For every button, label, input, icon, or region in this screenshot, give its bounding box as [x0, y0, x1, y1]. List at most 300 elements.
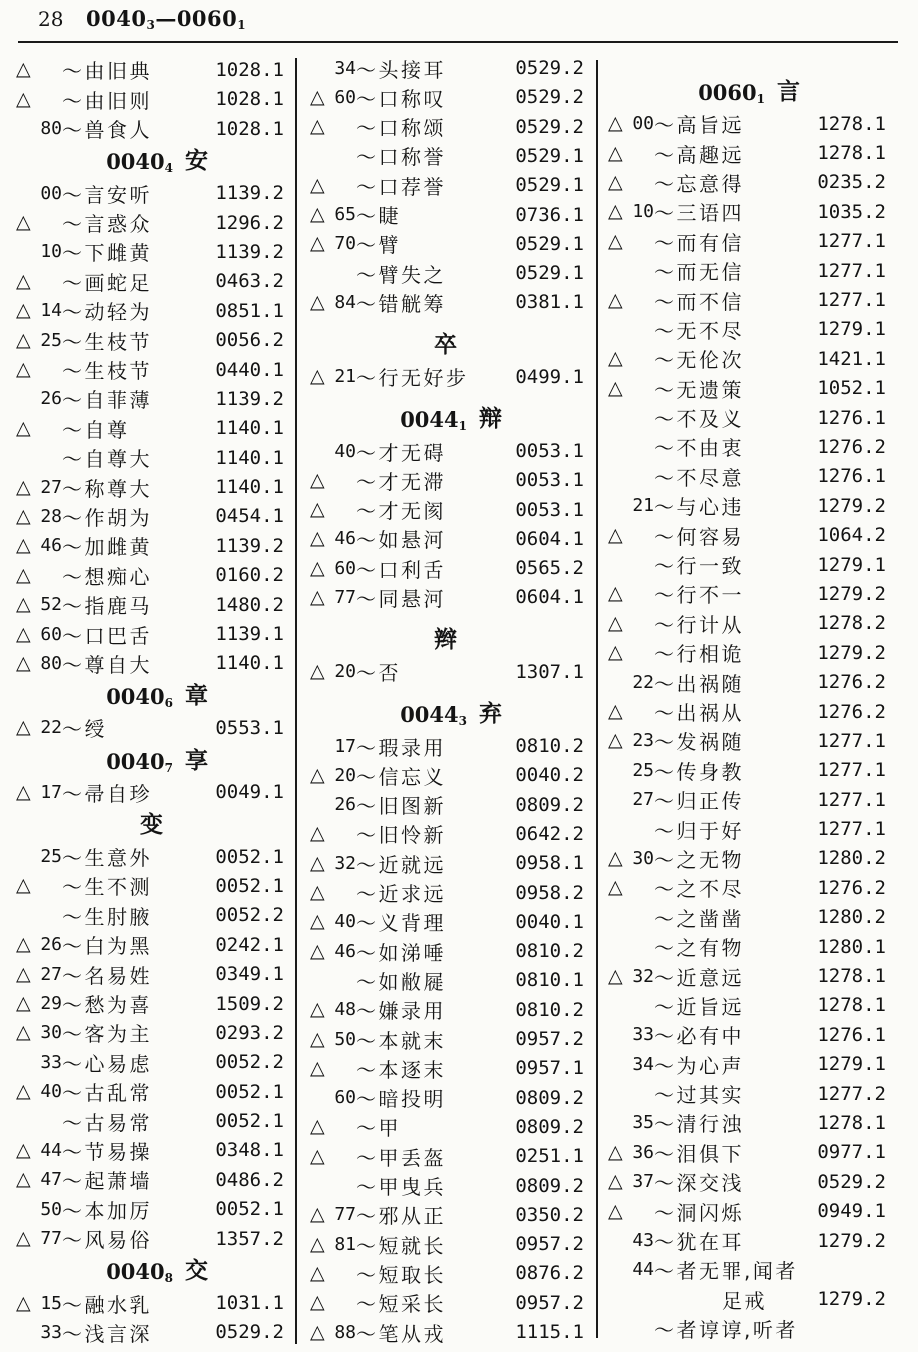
entry-row — [310, 657, 584, 686]
triangle-mark: △ — [16, 651, 31, 674]
triangle-mark: △ — [608, 141, 623, 164]
entry-row — [310, 524, 584, 553]
entry-text: ～近旨远 — [654, 994, 744, 1019]
triangle-mark: △ — [16, 874, 31, 897]
entry-code: 26 — [334, 794, 356, 816]
triangle-mark: △ — [310, 85, 325, 108]
entry-text: ～生肘腋 — [62, 904, 152, 929]
triangle-mark: △ — [310, 1261, 325, 1284]
entry-code: 81 — [334, 1233, 356, 1255]
page-reference: 0053.1 — [515, 440, 584, 462]
entry-text: ～笔从戎 — [356, 1321, 446, 1346]
entry-code: 80 — [40, 652, 62, 674]
triangle-mark: △ — [16, 1291, 31, 1314]
entry-row — [310, 141, 584, 170]
entry-code: 60 — [334, 557, 356, 579]
page-reference: 1139.2 — [215, 182, 284, 205]
entry-text: ～臂 — [356, 233, 401, 258]
triangle-mark: △ — [310, 822, 325, 845]
entry-text: ～自尊 — [62, 417, 130, 442]
heading-character: 安 — [185, 148, 208, 175]
entry-row — [16, 208, 284, 237]
entry-code: 20 — [334, 661, 356, 683]
entry-text: ～名易姓 — [62, 963, 152, 988]
triangle-mark: △ — [16, 780, 31, 803]
page-reference: 1280.2 — [817, 847, 886, 870]
entry-code: 26 — [40, 934, 62, 956]
page-reference: 0349.1 — [215, 963, 284, 986]
triangle-mark: △ — [310, 851, 325, 874]
entry-row — [310, 83, 584, 112]
entry-row — [310, 200, 584, 229]
page-reference: 0381.1 — [515, 291, 584, 314]
page-reference: 1278.1 — [817, 112, 886, 135]
heading-code — [678, 80, 765, 106]
entry-code: 48 — [334, 999, 356, 1021]
entry-code: 00 — [632, 113, 654, 135]
entry-text: ～瑕录用 — [356, 735, 446, 760]
heading-character: 辫 — [434, 627, 457, 654]
entry-code: 20 — [334, 764, 356, 786]
column-divider — [596, 60, 598, 1338]
entry-text: ～口荐誉 — [356, 174, 446, 199]
entry-text: ～何容易 — [654, 524, 744, 549]
entry-text: ～与心违 — [654, 495, 744, 520]
entry-text: ～忘意得 — [654, 171, 744, 196]
triangle-mark: △ — [608, 523, 623, 546]
entry-text: ～必有中 — [654, 1024, 744, 1049]
entry-text: ～愁为喜 — [62, 993, 152, 1018]
entry-code: 40 — [40, 1081, 62, 1103]
page-reference: 0958.1 — [515, 852, 584, 875]
entry-text: ～帚自珍 — [62, 781, 152, 806]
triangle-mark: △ — [608, 1199, 623, 1222]
entry-row — [310, 849, 584, 878]
entry-text: ～行计从 — [654, 612, 744, 637]
page-reference: 0949.1 — [817, 1200, 886, 1223]
page-reference: 0529.1 — [515, 262, 584, 285]
entry-row — [608, 903, 886, 932]
page-reference: 0052.2 — [215, 904, 284, 927]
entry-row — [16, 85, 284, 114]
page-reference: 1278.1 — [817, 142, 886, 165]
triangle-mark: △ — [608, 1140, 623, 1163]
entry-code: 10 — [632, 201, 654, 223]
page-reference: 1277.1 — [817, 259, 886, 282]
entry-row — [16, 325, 284, 354]
entry-text: ～由旧典 — [62, 59, 152, 84]
entry-code: 17 — [334, 735, 356, 757]
entry-row — [608, 932, 886, 961]
entry-text: ～之无物 — [654, 847, 744, 872]
triangle-mark: △ — [310, 1027, 325, 1050]
page-reference: 0529.2 — [515, 57, 584, 80]
page-reference: 0565.2 — [515, 557, 584, 580]
page-code-range — [86, 6, 246, 32]
entry-row — [16, 443, 284, 472]
heading-code — [380, 407, 467, 433]
heading-code-subscript: 7 — [164, 760, 173, 775]
entry-code: 00 — [40, 182, 62, 204]
section-heading — [16, 1253, 284, 1288]
page-reference: 0809.2 — [515, 1174, 584, 1197]
entry-text: ～指鹿马 — [62, 594, 152, 619]
entry-row — [16, 1288, 284, 1317]
entry-code: 44 — [40, 1139, 62, 1161]
entry-code: 40 — [334, 440, 356, 462]
entry-row — [608, 697, 886, 726]
range-start-code: 0040 — [86, 6, 147, 31]
entry-text: ～口利舌 — [356, 557, 446, 582]
entry-text: ～深交浅 — [654, 1171, 744, 1196]
page-reference: 1140.1 — [215, 652, 284, 675]
entry-text: ～行无好步 — [356, 366, 469, 391]
page-reference: 1277.1 — [817, 289, 886, 312]
section-heading — [16, 807, 284, 842]
entry-row — [608, 785, 886, 814]
page-reference: 0810.2 — [515, 998, 584, 1021]
page-reference: 0957.2 — [515, 1028, 584, 1051]
entry-text: ～嫌录用 — [356, 999, 446, 1024]
triangle-mark: △ — [310, 1144, 325, 1167]
entry-row — [608, 374, 886, 403]
entry-row — [608, 197, 886, 226]
entry-text: ～无遗策 — [654, 377, 744, 402]
page-reference: 0053.1 — [515, 498, 584, 521]
page-reference: 1280.1 — [817, 935, 886, 958]
entry-text: ～生不测 — [62, 875, 152, 900]
entry-text: ～犹在耳 — [654, 1230, 744, 1255]
entry-row — [608, 1020, 886, 1049]
entry-text: ～本加厉 — [62, 1198, 152, 1223]
page-reference: 0529.1 — [515, 144, 584, 167]
heading-code-subscript: 6 — [164, 696, 173, 711]
entry-text: ～不由衷 — [654, 436, 744, 461]
triangle-mark: △ — [310, 290, 325, 313]
page-reference: 1276.2 — [817, 671, 886, 694]
heading-code-number: 0040 — [106, 1259, 165, 1285]
entry-code: 26 — [40, 388, 62, 410]
entry-row — [16, 1018, 284, 1047]
page-reference: 0529.2 — [817, 1170, 886, 1193]
triangle-mark: △ — [16, 992, 31, 1015]
entry-text: ～过其实 — [654, 1083, 744, 1108]
entry-text: ～客为主 — [62, 1022, 152, 1047]
triangle-mark: △ — [16, 933, 31, 956]
index-column-3 — [608, 56, 886, 1343]
entry-code: 43 — [632, 1230, 654, 1252]
page-reference: 0529.2 — [215, 1321, 284, 1344]
page-reference: 0440.1 — [215, 358, 284, 381]
entry-text: ～之有物 — [654, 936, 744, 961]
heading-character: 享 — [185, 747, 208, 774]
entry-text: ～兽食人 — [62, 118, 152, 143]
entry-row — [608, 1108, 886, 1137]
entry-code: 50 — [40, 1198, 62, 1220]
entry-row — [310, 819, 584, 848]
entry-row — [608, 432, 886, 461]
page-reference: 0958.2 — [515, 881, 584, 904]
triangle-mark: △ — [310, 115, 325, 138]
entry-code: 52 — [40, 594, 62, 616]
triangle-mark: △ — [310, 1232, 325, 1255]
page-reference: 0810.2 — [515, 735, 584, 758]
entry-text: ～传身教 — [654, 759, 744, 784]
page-reference: 1278.2 — [817, 612, 886, 635]
entry-row — [16, 901, 284, 930]
page-reference: 0957.2 — [515, 1291, 584, 1314]
heading-character: 变 — [140, 811, 163, 838]
entry-row — [16, 619, 284, 648]
page-reference: 0810.2 — [515, 940, 584, 963]
entry-code: 36 — [632, 1141, 654, 1163]
heading-code-number: 0040 — [106, 684, 165, 710]
triangle-mark: △ — [608, 376, 623, 399]
page-reference: 0736.1 — [515, 203, 584, 226]
entry-text: ～画蛇足 — [62, 270, 152, 295]
triangle-mark: △ — [16, 1080, 31, 1103]
page-reference: 1140.1 — [215, 446, 284, 469]
entry-text: ～暗投明 — [356, 1087, 446, 1112]
page-reference: 1276.1 — [817, 465, 886, 488]
triangle-mark: △ — [310, 910, 325, 933]
heading-code-subscript: 1 — [458, 419, 467, 434]
entry-row — [310, 1229, 584, 1258]
entry-row — [16, 713, 284, 742]
page-reference: 0957.1 — [515, 1057, 584, 1080]
section-heading — [16, 143, 284, 178]
entry-text: ～动轻为 — [62, 300, 152, 325]
entry-code: 88 — [334, 1321, 356, 1343]
entry-text: ～近就远 — [356, 852, 446, 877]
entry-text: ～义背理 — [356, 911, 446, 936]
triangle-mark: △ — [310, 660, 325, 683]
triangle-mark: △ — [310, 232, 325, 255]
entry-code: 40 — [334, 911, 356, 933]
entry-row — [310, 171, 584, 200]
entry-code: 34 — [632, 1053, 654, 1075]
entry-row — [16, 114, 284, 143]
entry-text: ～言惑众 — [62, 212, 152, 237]
page-reference: 0040.2 — [515, 764, 584, 787]
page-reference: 0348.1 — [215, 1139, 284, 1162]
entry-code: 32 — [632, 965, 654, 987]
entry-text: ～口称颂 — [356, 116, 446, 141]
entry-code: 25 — [632, 759, 654, 781]
entry-row — [310, 495, 584, 524]
section-heading — [310, 391, 584, 436]
entry-text: ～古乱常 — [62, 1081, 152, 1106]
triangle-mark: △ — [16, 299, 31, 322]
entry-row — [608, 1255, 886, 1284]
entry-text: ～为心声 — [654, 1053, 744, 1078]
triangle-mark: △ — [16, 1021, 31, 1044]
entry-row — [310, 112, 584, 141]
index-column-2 — [310, 53, 584, 1346]
page-reference: 1277.2 — [817, 1082, 886, 1105]
entry-row — [16, 1136, 284, 1165]
entry-text: ～同悬河 — [356, 586, 446, 611]
entry-row — [310, 554, 584, 583]
entry-text: ～泪俱下 — [654, 1141, 744, 1166]
triangle-mark: △ — [16, 1168, 31, 1191]
entry-code: 44 — [632, 1259, 654, 1281]
triangle-mark: △ — [310, 939, 325, 962]
entry-row — [310, 761, 584, 790]
page-reference: 1509.2 — [215, 992, 284, 1015]
triangle-mark: △ — [608, 729, 623, 752]
entry-code: 60 — [334, 1087, 356, 1109]
page-reference: 0809.2 — [515, 1115, 584, 1138]
entry-code: 25 — [40, 846, 62, 868]
page-reference: 0463.2 — [215, 270, 284, 293]
page-reference: 0957.2 — [515, 1233, 584, 1256]
page-reference: 0809.2 — [515, 793, 584, 816]
entry-text: ～甲曳兵 — [356, 1175, 446, 1200]
page-reference: 1279.1 — [817, 1053, 886, 1076]
entry-code: 32 — [334, 852, 356, 874]
triangle-mark: △ — [310, 1203, 325, 1226]
entry-row — [608, 462, 886, 491]
triangle-mark: △ — [310, 1056, 325, 1079]
page-reference: 1139.2 — [215, 240, 284, 263]
entry-row — [16, 296, 284, 325]
entry-row — [608, 814, 886, 843]
entry-text: ～头接耳 — [356, 57, 446, 82]
entry-text: ～自尊大 — [62, 447, 152, 472]
heading-character: 交 — [185, 1258, 208, 1285]
entry-code: 70 — [334, 233, 356, 255]
page-reference: 1279.1 — [817, 318, 886, 341]
triangle-mark: △ — [310, 468, 325, 491]
entry-text: ～洞闪烁 — [654, 1200, 744, 1225]
entry-row — [16, 267, 284, 296]
page-reference: 1276.2 — [817, 876, 886, 899]
entry-text: ～融水乳 — [62, 1292, 152, 1317]
entry-code: 80 — [40, 118, 62, 140]
entry-row — [310, 258, 584, 287]
entry-text: ～作胡为 — [62, 505, 152, 530]
triangle-mark: △ — [310, 365, 325, 388]
entry-code: 60 — [40, 623, 62, 645]
entry-text: ～古易常 — [62, 1110, 152, 1135]
entry-code: 17 — [40, 781, 62, 803]
triangle-mark: △ — [310, 1115, 325, 1138]
entry-text: ～无伦次 — [654, 348, 744, 373]
entry-row — [310, 288, 584, 317]
entry-code: 34 — [334, 57, 356, 79]
entry-text: ～归正传 — [654, 789, 744, 814]
entry-code: 46 — [334, 940, 356, 962]
triangle-mark: △ — [16, 211, 31, 234]
entry-row — [310, 966, 584, 995]
heading-code — [380, 702, 467, 728]
triangle-mark: △ — [608, 582, 623, 605]
entry-row — [608, 1285, 886, 1314]
entry-code: 33 — [632, 1024, 654, 1046]
page-reference: 1277.1 — [817, 759, 886, 782]
entry-code: 27 — [40, 476, 62, 498]
triangle-mark: △ — [16, 269, 31, 292]
page-reference: 1052.1 — [817, 377, 886, 400]
entry-row — [310, 1024, 584, 1053]
entry-code: 84 — [334, 291, 356, 313]
entry-text: ～短取长 — [356, 1262, 446, 1287]
entry-code: 10 — [40, 241, 62, 263]
entry-text: ～睫 — [356, 204, 401, 229]
entry-code: 22 — [40, 717, 62, 739]
entry-code: 50 — [334, 1028, 356, 1050]
entry-row — [608, 1226, 886, 1255]
entry-row — [608, 168, 886, 197]
page-reference: 1276.1 — [817, 406, 886, 429]
entry-text: ～行一致 — [654, 554, 744, 579]
entry-text: ～行相诡 — [654, 642, 744, 667]
heading-code-number: 0040 — [106, 149, 165, 175]
heading-code — [86, 749, 173, 775]
page-reference: 1115.1 — [515, 1321, 584, 1344]
triangle-mark: △ — [608, 200, 623, 223]
entry-row — [310, 907, 584, 936]
entry-text: ～如悬河 — [356, 528, 446, 553]
entry-text: ～无不尽 — [654, 318, 744, 343]
entry-text: ～不尽意 — [654, 465, 744, 490]
triangle-mark: △ — [310, 763, 325, 786]
page-reference: 1035.2 — [817, 200, 886, 223]
entry-row — [310, 1083, 584, 1112]
entry-row — [608, 1167, 886, 1196]
page-number: 28 — [38, 7, 64, 31]
entry-text: ～而有信 — [654, 230, 744, 255]
page-reference: 0049.1 — [215, 781, 284, 804]
entry-code: 46 — [40, 535, 62, 557]
page-reference: 1296.2 — [215, 211, 284, 234]
entry-row — [310, 1171, 584, 1200]
entry-text: ～而无信 — [654, 260, 744, 285]
page-reference: 1280.2 — [817, 906, 886, 929]
page-reference: 0052.1 — [215, 874, 284, 897]
entry-text: ～言安听 — [62, 182, 152, 207]
entry-text: ～心易虑 — [62, 1051, 152, 1076]
entry-text: ～才无阂 — [356, 499, 446, 524]
page-reference: 1028.1 — [215, 58, 284, 81]
page-reference: 0529.1 — [515, 232, 584, 255]
entry-text: ～行不一 — [654, 583, 744, 608]
page-reference: 0242.1 — [215, 933, 284, 956]
entry-row — [16, 1048, 284, 1077]
page-reference: 1277.1 — [817, 729, 886, 752]
triangle-mark: △ — [310, 1291, 325, 1314]
entry-row — [608, 550, 886, 579]
page-reference: 1139.2 — [215, 387, 284, 410]
entry-row — [16, 561, 284, 590]
triangle-mark: △ — [16, 962, 31, 985]
entry-row — [310, 1288, 584, 1317]
entry-text: ～三语四 — [654, 201, 744, 226]
entry-row — [608, 844, 886, 873]
entry-code: 21 — [632, 495, 654, 517]
entry-row — [16, 531, 284, 560]
heading-character: 卒 — [434, 332, 457, 359]
entry-code: 27 — [40, 963, 62, 985]
entry-text: ～臂失之 — [356, 262, 446, 287]
entry-text: ～近求远 — [356, 882, 446, 907]
entry-text: ～不及义 — [654, 407, 744, 432]
entry-code: 21 — [334, 366, 356, 388]
entry-row — [608, 227, 886, 256]
page-reference: 1279.2 — [817, 494, 886, 517]
triangle-mark: △ — [16, 534, 31, 557]
